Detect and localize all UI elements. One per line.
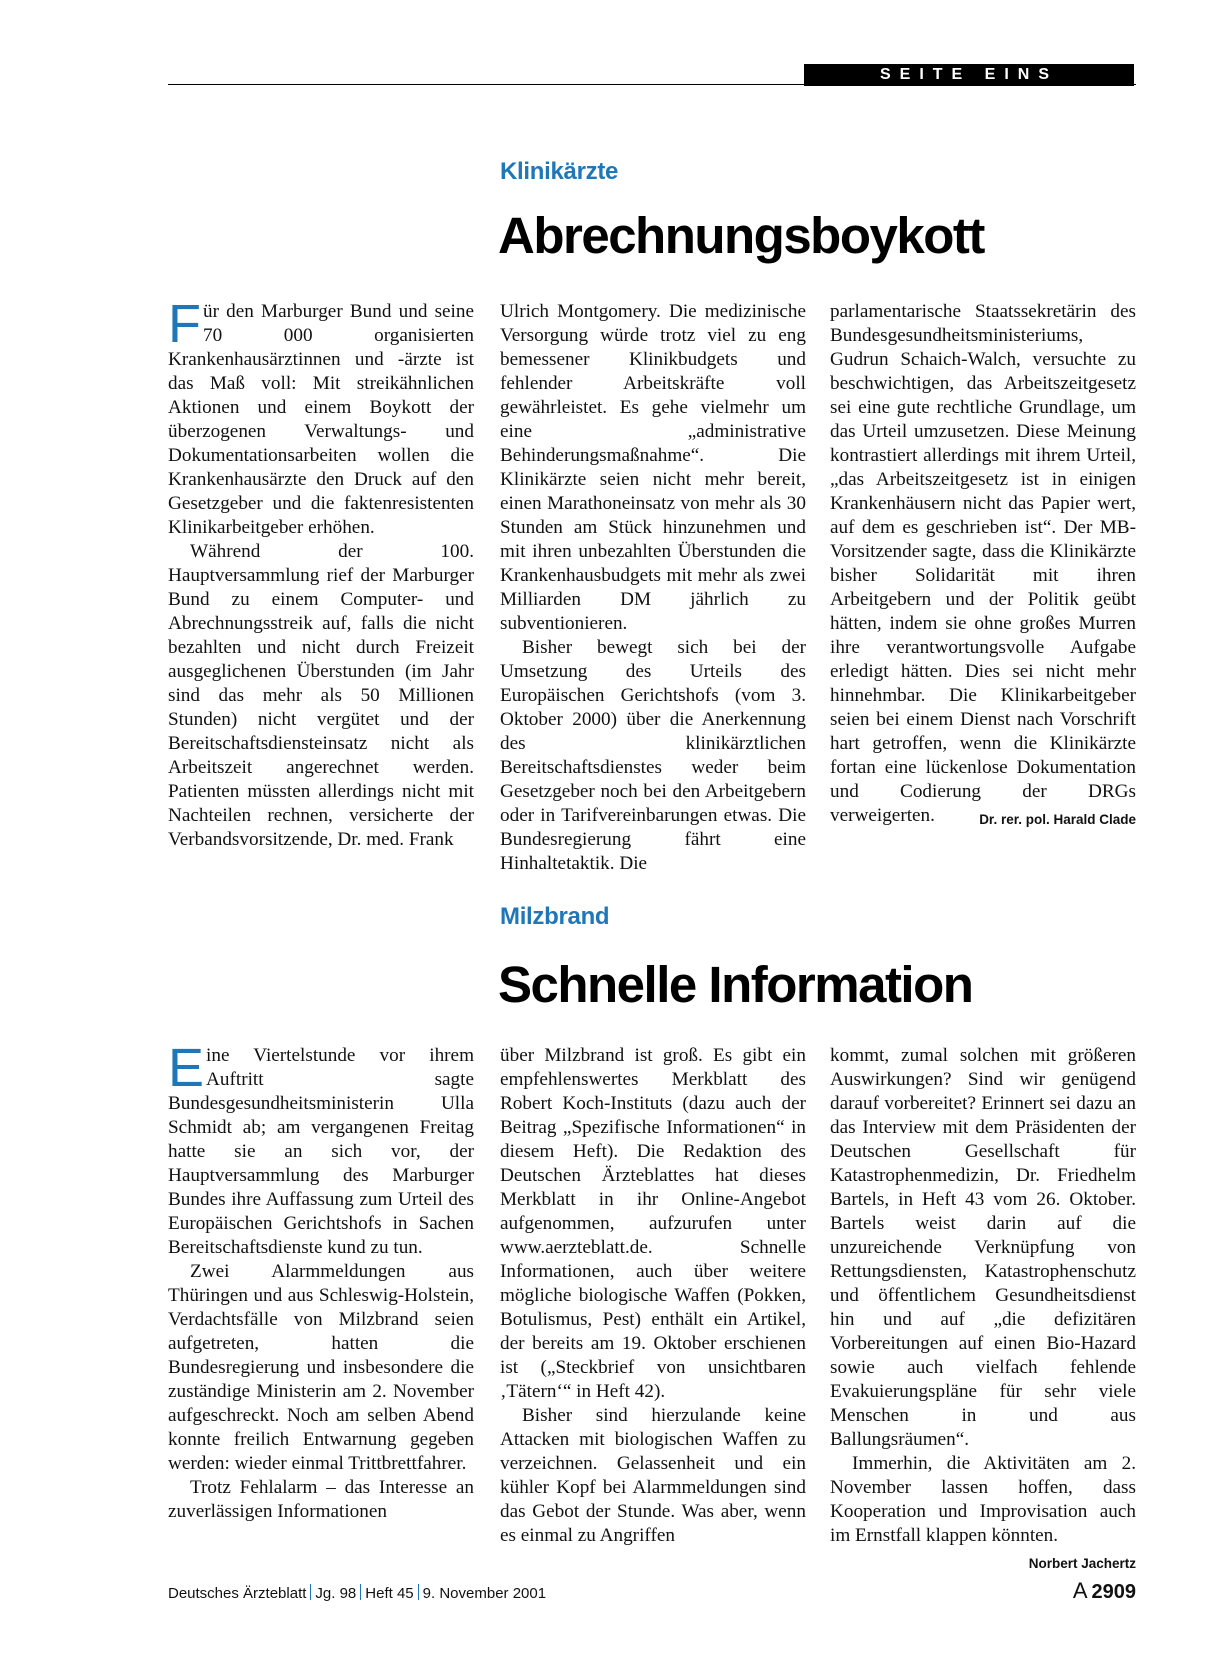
article2-col3-paragraph-1: kommt, zumal solchen mit größeren Auswirkungen? Sind wir genügend darauf vorbereitet? Erinnert sei dazu an das Interview mit dem Präsidenten der Deutschen Gesellschaft für Katastrophenmedizin, Dr. Friedhelm Bartels, in Heft 43 vom 26. Oktober. Bartels weist darin auf die unzureichende Verknüpfung von Rettungsdiensten, Katastrophenschutz und öffentlichem Gesundheitsdienst hin und auf „die defizitären Vorbereitungen auf einen Bio-Hazard sowie auch vielfach fehlende Evakuierungspläne für sehr viele Menschen in und aus Ballungsräumen“. — [830, 1045, 1136, 1450]
article1-col3-paragraph-1 — [830, 300, 1136, 828]
article1-column-3 — [830, 300, 1136, 832]
page-prefix: A — [1072, 1578, 1088, 1603]
article2-column-2 — [500, 1044, 806, 1548]
article2-author: Norbert Jachertz — [1028, 1556, 1136, 1571]
footer-separator — [360, 1584, 361, 1600]
article1-column-2 — [500, 300, 806, 876]
page-number-value: 2909 — [1091, 1581, 1136, 1603]
article2-column-1 — [168, 1038, 474, 1524]
article2-col2-paragraph-2: Bisher sind hierzulande keine Attacken mit biologischen Waffen zu verzeichnen. Gelassenheit und ein kühler Kopf bei Alarmmeldungen sind das Gebot der Stunde. Was aber, wenn es einmal zu Angriffen — [500, 1405, 806, 1546]
section-label: SEITE EINS — [804, 64, 1134, 86]
article2-col3-paragraph-2 — [830, 1452, 1136, 1571]
article1-headline: Abrechnungsboykott — [498, 207, 984, 264]
article1-col1-paragraph-2: Während der 100. Hauptversammlung rief der Marburger Bund zu einem Computer- und Abrechnungsstreik auf, falls die nicht bezahlten und nicht durch Freizeit ausgeglichenen Überstunden (im Jahr sind das mehr als 50 Millionen Stunden) nicht vergütet und der Bereitschaftsdiensteinsatz nicht als Arbeitszeit angerechnet werden. Patienten müssten allerdings nicht mit Nachteilen rechnen, versicherte der Verbandsvorsitzende, Dr. med. Frank — [168, 541, 474, 850]
article2-col1-paragraph-1: ine Viertelstunde vor ihrem Auftritt sagte Bundesgesundheitsministerin Ulla Schmidt ab; am vergangenen Freitag hatte sie an sich vor, der Hauptversammlung des Marburger Bundes ihre Auffassung zum Urteil des Europäischen Gerichtshofs in Sachen Bereitschaftsdienste kund zu tun. — [168, 1045, 474, 1258]
footer-separator — [418, 1584, 419, 1600]
article1-dropcap: F — [168, 294, 201, 354]
article1-col1-paragraph-1: ür den Marburger Bund und seine 70 000 organisierten Krankenhausärztinnen und -ärzte ist das Maß voll: Mit streikähnlichen Aktionen und einem Boykott der überzogenen Verwaltungs- und Dokumentationsarbeiten wollen die Krankenhausärzte den Druck auf den Gesetzgeber und die faktenresistenten Klinikarbeitgeber erhöhen. — [168, 301, 474, 538]
article2-column-3 — [830, 1044, 1136, 1576]
article1-column-1 — [168, 294, 474, 852]
article1-col3-text: parlamentarische Staatssekretärin des Bundesgesundheitsministeriums, Gudrun Schaich-Walch, versuchte zu beschwichtigen, das Arbeitszeitgesetz sei eine gute rechtliche Grundlage, um das Urteil umzusetzen. Diese Meinung kontrastiert allerdings mit ihrem Urteil, „das Arbeitszeitgesetz ist in einigen Krankenhäusern nicht das Papier wert, auf dem es geschrieben ist“. Der MB-Vorsitzender sagte, dass die Klinikärzte bisher Solidarität mit ihren Arbeitgebern und der Politik geübt hätten, indem sie ohne großes Murren ihre verantwortungsvolle Aufgabe erledigt hätten. Dies sei nicht mehr hinnehmbar. Die Klinikarbeitgeber seien bei einem Dienst nach Vorschrift hart getroffen, wenn die Klinikärzte fortan eine lückenlose Dokumentation und Codierung der DRGs verweigerten. — [830, 301, 1136, 826]
article1-col2-paragraph-1: Ulrich Montgomery. Die medizinische Versorgung würde trotz viel zu eng bemessener Klinikbudgets und fehlender Arbeitskräfte voll gewährleistet. Es gehe vielmehr um eine „administrative Behinderungsmaßnahme“. Die Klinikärzte seien nicht mehr bereit, einen Marathoneinsatz von mehr als 30 Stunden am Stück hinzunehmen und mit ihren unbezahlten Überstunden die Krankenhausbudgets mit mehr als zwei Milliarden DM jährlich zu subventionieren. — [500, 301, 806, 634]
article2-dropcap: E — [168, 1038, 205, 1098]
issue-date: 9. November 2001 — [422, 1585, 547, 1602]
article2-kicker: Milzbrand — [500, 903, 610, 930]
article2-headline: Schnelle Information — [498, 956, 973, 1013]
journal-issue: Heft 45 — [365, 1585, 414, 1602]
article1-col2-paragraph-2: Bisher bewegt sich bei der Umsetzung des Urteils des Europäischen Gerichtshofs (vom 3. Oktober 2000) über die Anerkennung des klinikärztlichen Bereitschaftsdienstes weder beim Gesetzgeber noch bei den Arbeitgebern oder in Tarifvereinbarungen etwas. Die Bundesregierung fährt eine Hinhaltetaktik. Die — [500, 637, 806, 874]
article2-col1-paragraph-2: Zwei Alarmmeldungen aus Thüringen und aus Schleswig-Holstein, Verdachtsfälle von Milzbrand seien aufgetreten, hatten die Bundesregierung und insbesondere die zuständige Ministerin am 2. November aufgeschreckt. Noch am selben Abend konnte freilich Entwarnung gegeben werden: wieder einmal Trittbrettfahrer. — [168, 1261, 474, 1474]
journal-name: Deutsches Ärzteblatt — [168, 1585, 307, 1602]
article2-col1-paragraph-3: Trotz Fehlalarm – das Interesse an zuverlässigen Informationen — [168, 1477, 474, 1522]
page-number — [1073, 1578, 1136, 1604]
footer-separator — [310, 1584, 311, 1600]
page-footer — [168, 1584, 546, 1602]
article1-author: Dr. rer. pol. Harald Clade — [979, 812, 1136, 827]
journal-volume: Jg. 98 — [315, 1585, 357, 1602]
article1-kicker: Klinikärzte — [500, 158, 619, 185]
article2-col2-paragraph-1: über Milzbrand ist groß. Es gibt ein empfehlenswertes Merkblatt des Robert Koch-Instituts (dazu auch der Beitrag „Spezifische Informationen“ in diesem Heft). Die Redaktion des Deutschen Ärzteblattes hat dieses Merkblatt in ihr Online-Angebot aufgenommen, aufzurufen unter www.aerzteblatt.de. Schnelle Informationen, auch über weitere mögliche biologische Waffen (Pokken, Botulismus, Pest) enthält ein Artikel, der bereits am 19. Oktober erschienen ist („Steckbrief von unsichtbaren ‚Tätern‘“ in Heft 42). — [500, 1045, 806, 1402]
article2-col3-text: Immerhin, die Aktivitäten am 2. November lassen hoffen, dass Kooperation und Improvisation auch im Ernstfall klappen könnten. — [830, 1453, 1136, 1546]
